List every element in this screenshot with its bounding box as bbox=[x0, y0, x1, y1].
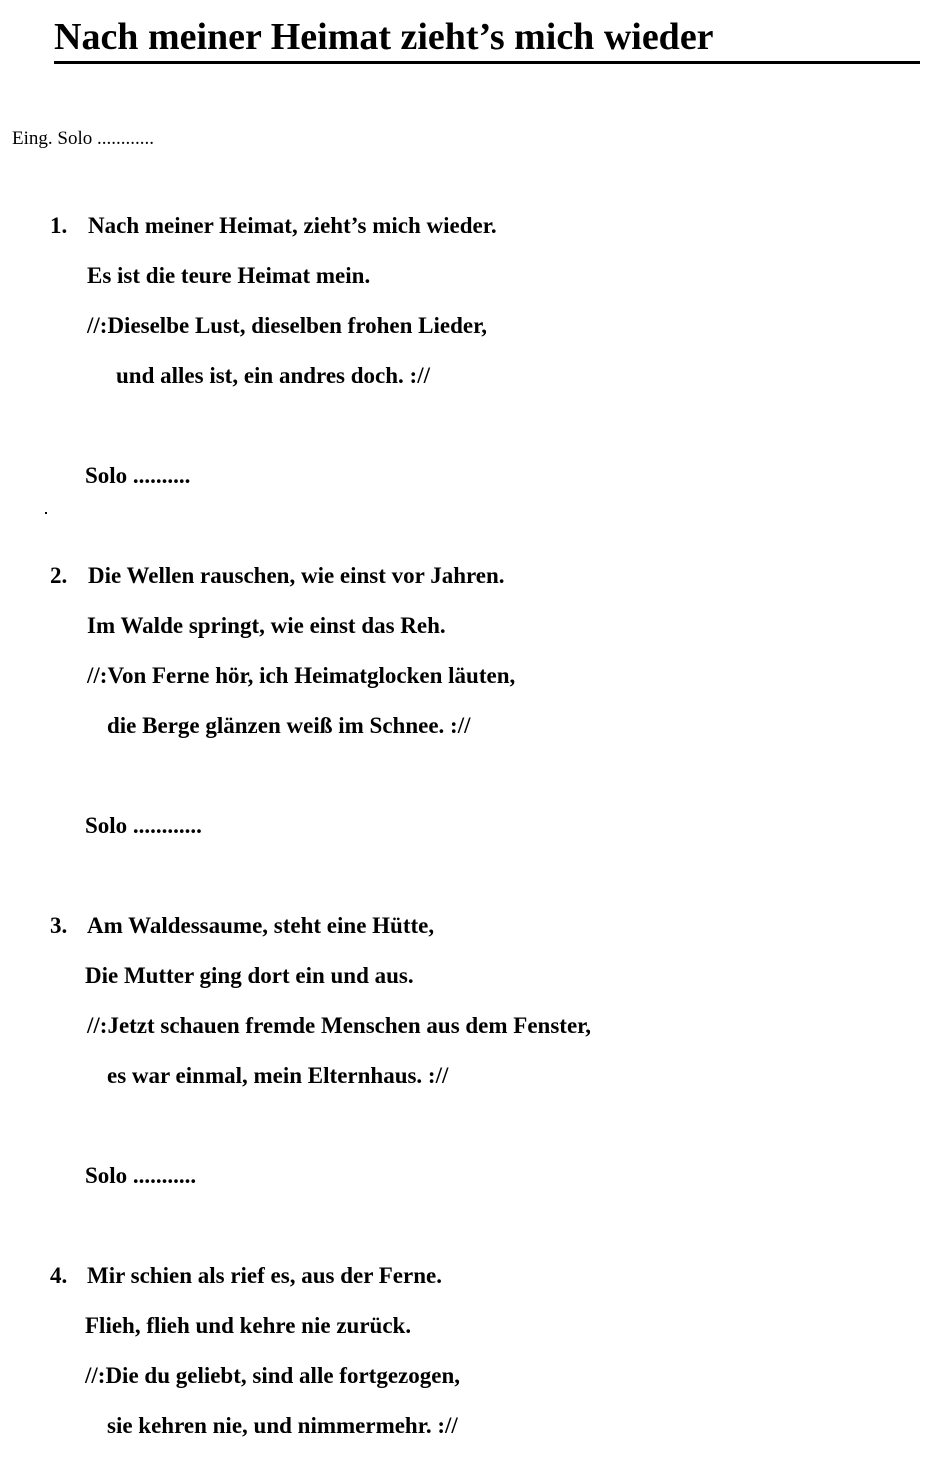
page-title: Nach meiner Heimat zieht’s mich wieder bbox=[54, 16, 714, 58]
verse-line: die Berge glänzen weiß im Schnee. :// bbox=[107, 713, 471, 738]
verse-number: 1. bbox=[50, 213, 68, 238]
verse-line: und alles ist, ein andres doch. :// bbox=[116, 363, 430, 388]
verse-line: //:Von Ferne hör, ich Heimatglocken läuten, bbox=[87, 663, 516, 688]
verse-line: Die Wellen rauschen, wie einst vor Jahren. bbox=[88, 563, 505, 588]
verse-number: 3. bbox=[50, 913, 68, 938]
verse-line: Am Waldessaume, steht eine Hütte, bbox=[87, 913, 435, 938]
verse-line: Im Walde springt, wie einst das Reh. bbox=[87, 613, 446, 638]
verse-line: es war einmal, mein Elternhaus. :// bbox=[107, 1063, 449, 1088]
verse-line: Nach meiner Heimat, zieht’s mich wieder. bbox=[88, 213, 497, 238]
verse-number: 4. bbox=[50, 1263, 68, 1288]
verse-line: Die Mutter ging dort ein und aus. bbox=[85, 963, 414, 988]
verse-line: Mir schien als rief es, aus der Ferne. bbox=[87, 1263, 442, 1288]
verse-line: //:Dieselbe Lust, dieselben frohen Lieder, bbox=[87, 313, 487, 338]
stray-mark bbox=[45, 512, 47, 514]
verse-line: sie kehren nie, und nimmermehr. :// bbox=[107, 1413, 458, 1438]
solo-line: Solo .......... bbox=[85, 463, 191, 488]
title-underline bbox=[54, 61, 920, 64]
verse-line: //:Jetzt schauen fremde Menschen aus dem Fenster, bbox=[87, 1013, 592, 1038]
solo-line: Solo ............ bbox=[85, 813, 202, 838]
solo-line: Solo ........... bbox=[85, 1163, 197, 1188]
intro-solo-line: Eing. Solo ............ bbox=[12, 128, 154, 149]
verse-line: Es ist die teure Heimat mein. bbox=[87, 263, 371, 288]
verse-line: Flieh, flieh und kehre nie zurück. bbox=[85, 1313, 412, 1338]
verse-line: //:Die du geliebt, sind alle fortgezogen, bbox=[85, 1363, 460, 1388]
verse-number: 2. bbox=[50, 563, 68, 588]
